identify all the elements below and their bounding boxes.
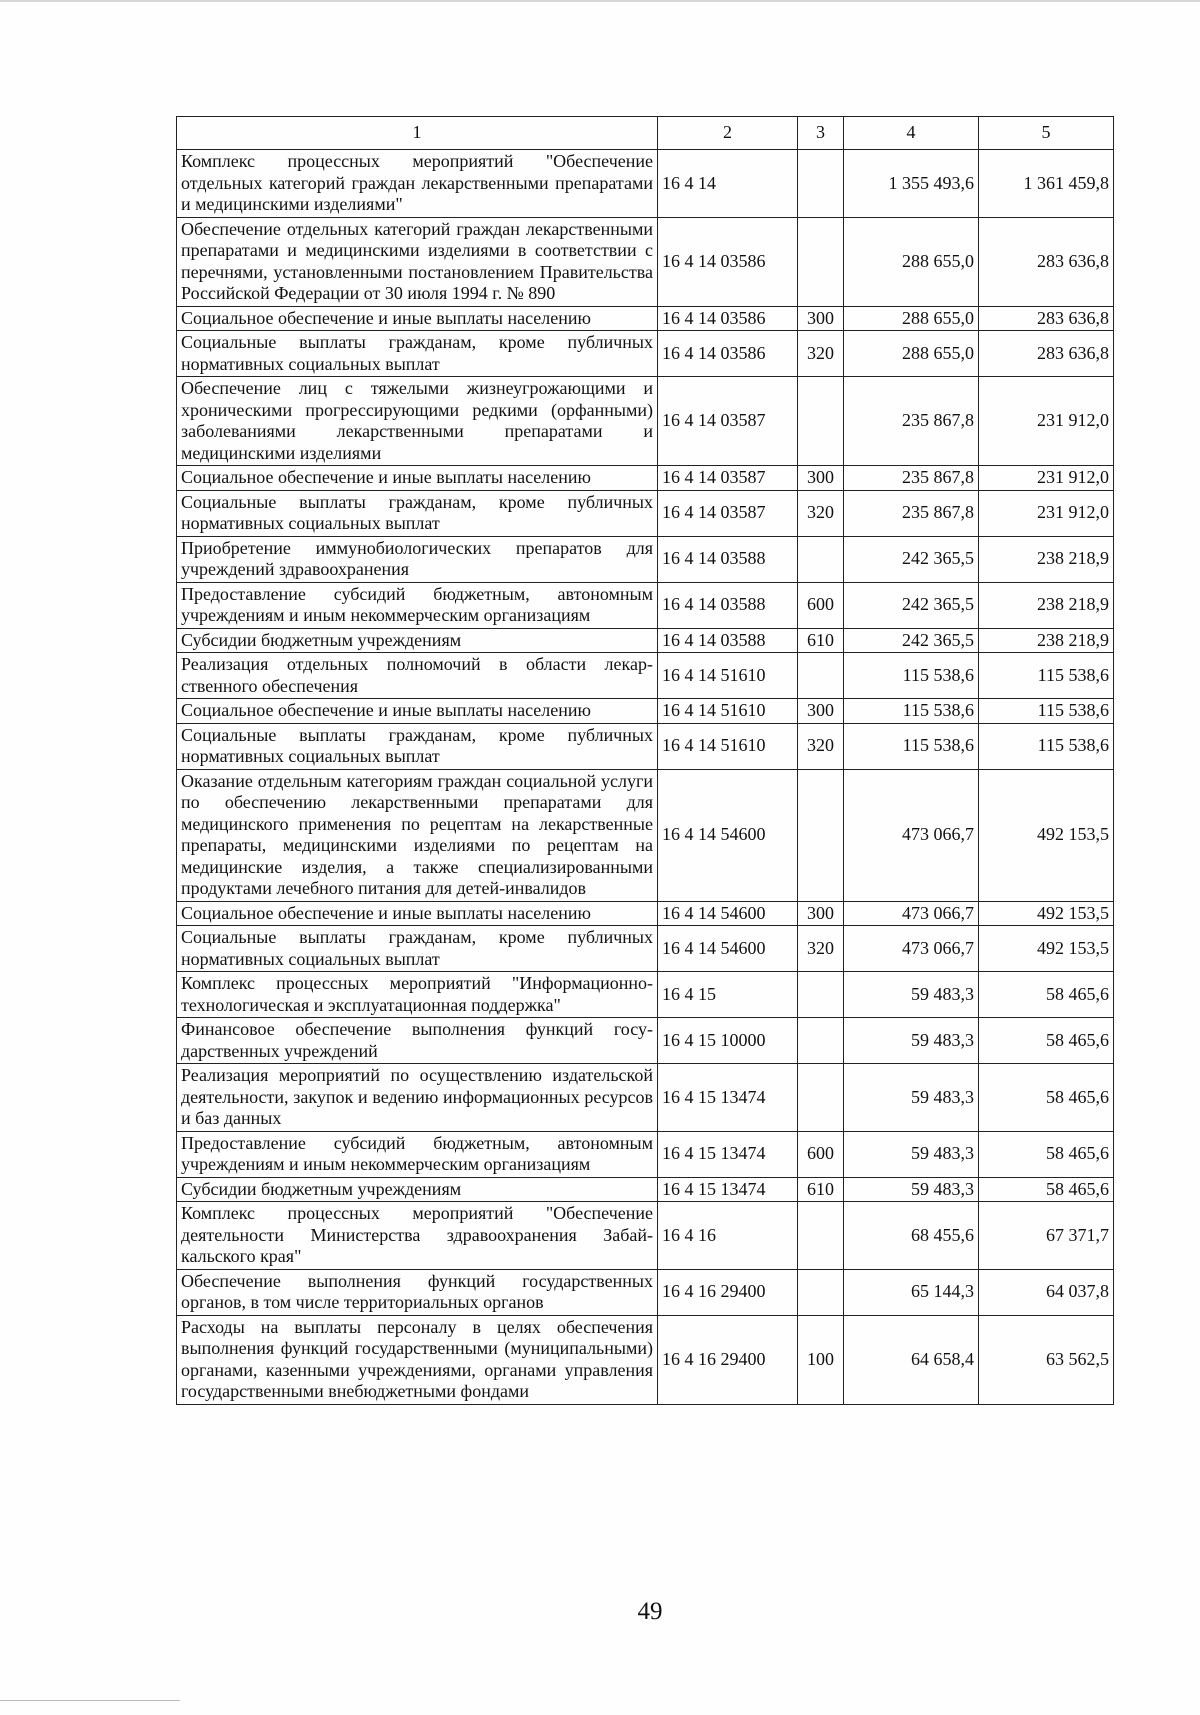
row-amount-col4-cell: 235 867,8	[844, 377, 979, 466]
row-code-cell: 16 4 14 54600	[658, 926, 798, 972]
row-amount-col4-cell: 473 066,7	[844, 901, 979, 926]
row-amount-col5-cell: 492 153,5	[979, 901, 1114, 926]
table-row	[177, 699, 1114, 724]
row-expense-type-cell: 300	[798, 466, 844, 491]
row-expense-type-cell: 300	[798, 901, 844, 926]
row-amount-col5-cell: 238 218,9	[979, 536, 1114, 582]
table-row	[177, 490, 1114, 536]
row-expense-type-cell: 610	[798, 1177, 844, 1202]
table-row	[177, 1269, 1114, 1315]
row-name-cell: Социальное обеспечение и иные выплаты населению	[177, 466, 658, 491]
row-amount-col4-cell: 59 483,3	[844, 1131, 979, 1177]
row-expense-type-cell: 320	[798, 723, 844, 769]
column-header-3: 3	[798, 117, 844, 150]
row-amount-col4-cell: 473 066,7	[844, 926, 979, 972]
row-amount-col5-cell: 283 636,8	[979, 306, 1114, 331]
row-name-cell: Субсидии бюджетным учреждениям	[177, 628, 658, 653]
scan-edge-top	[0, 0, 1200, 2]
row-amount-col4-cell: 235 867,8	[844, 490, 979, 536]
row-amount-col4-cell: 473 066,7	[844, 769, 979, 901]
row-expense-type-cell	[798, 1064, 844, 1132]
row-expense-type-cell	[798, 769, 844, 901]
row-expense-type-cell: 320	[798, 926, 844, 972]
row-name-cell: Оказание отдельным категориям граждан социальной услуги по обеспечению лекарственными препаратами для медицинского применения по рецептам на лекарственные препараты, медицинскими изделиями по рецептам на медицинские изделия, а также специализированными продуктами лечебного питания для детей-инвалидов	[177, 769, 658, 901]
table-row	[177, 628, 1114, 653]
row-code-cell: 16 4 15 13474	[658, 1177, 798, 1202]
row-code-cell: 16 4 14 03587	[658, 377, 798, 466]
row-code-cell: 16 4 14 03586	[658, 306, 798, 331]
row-name-cell: Социальные выплаты гражданам, кроме публичных нормативных социальных выплат	[177, 723, 658, 769]
row-code-cell: 16 4 14 03587	[658, 466, 798, 491]
row-amount-col5-cell: 1 361 459,8	[979, 150, 1114, 218]
table-row	[177, 217, 1114, 306]
row-amount-col4-cell: 235 867,8	[844, 466, 979, 491]
row-amount-col4-cell: 59 483,3	[844, 1018, 979, 1064]
row-expense-type-cell: 610	[798, 628, 844, 653]
row-amount-col5-cell: 63 562,5	[979, 1315, 1114, 1404]
row-amount-col5-cell: 283 636,8	[979, 331, 1114, 377]
row-code-cell: 16 4 14 51610	[658, 653, 798, 699]
row-code-cell: 16 4 16 29400	[658, 1269, 798, 1315]
table-row	[177, 653, 1114, 699]
table-row	[177, 972, 1114, 1018]
table-row	[177, 466, 1114, 491]
row-name-cell: Социальное обеспечение и иные выплаты населению	[177, 901, 658, 926]
row-amount-col5-cell: 238 218,9	[979, 582, 1114, 628]
table-row	[177, 1315, 1114, 1404]
row-name-cell: Социальные выплаты гражданам, кроме публичных нормативных социальных выплат	[177, 490, 658, 536]
header-row	[177, 117, 1114, 150]
row-code-cell: 16 4 15 13474	[658, 1131, 798, 1177]
row-amount-col4-cell: 115 538,6	[844, 723, 979, 769]
column-header-2: 2	[658, 117, 798, 150]
row-name-cell: Реализация мероприятий по осуществлению издательской деятельности, закупок и ведению информационных ресурсов и баз данных	[177, 1064, 658, 1132]
row-amount-col5-cell: 238 218,9	[979, 628, 1114, 653]
table-row	[177, 769, 1114, 901]
row-amount-col5-cell: 115 538,6	[979, 699, 1114, 724]
row-amount-col5-cell: 115 538,6	[979, 653, 1114, 699]
row-amount-col5-cell: 58 465,6	[979, 1018, 1114, 1064]
row-amount-col5-cell: 58 465,6	[979, 972, 1114, 1018]
row-code-cell: 16 4 14 03587	[658, 490, 798, 536]
row-expense-type-cell	[798, 536, 844, 582]
row-amount-col5-cell: 231 912,0	[979, 466, 1114, 491]
column-header-1: 1	[177, 117, 658, 150]
table-row	[177, 377, 1114, 466]
row-expense-type-cell: 100	[798, 1315, 844, 1404]
row-code-cell: 16 4 14	[658, 150, 798, 218]
row-code-cell: 16 4 14 51610	[658, 723, 798, 769]
row-expense-type-cell: 600	[798, 1131, 844, 1177]
row-expense-type-cell	[798, 653, 844, 699]
row-code-cell: 16 4 14 03588	[658, 582, 798, 628]
row-code-cell: 16 4 15 13474	[658, 1064, 798, 1132]
row-amount-col4-cell: 288 655,0	[844, 217, 979, 306]
row-name-cell: Комплекс процессных мероприятий "Информационно-технологическая и эксплуатационная поддержка"	[177, 972, 658, 1018]
row-code-cell: 16 4 16	[658, 1202, 798, 1270]
row-name-cell: Обеспечение выполнения функций государственных органов, в том числе территориальных органов	[177, 1269, 658, 1315]
row-code-cell: 16 4 14 54600	[658, 769, 798, 901]
table-row	[177, 306, 1114, 331]
table-row	[177, 536, 1114, 582]
row-expense-type-cell	[798, 377, 844, 466]
row-code-cell: 16 4 14 54600	[658, 901, 798, 926]
row-name-cell: Предоставление субсидий бюджетным, автономным учреждениям и иным некоммерческим организациям	[177, 1131, 658, 1177]
row-code-cell: 16 4 14 51610	[658, 699, 798, 724]
row-name-cell: Комплекс процессных мероприятий "Обеспечение деятельности Министерства здравоохранения Забайкальского края"	[177, 1202, 658, 1270]
table-row	[177, 1018, 1114, 1064]
row-amount-col5-cell: 231 912,0	[979, 377, 1114, 466]
row-expense-type-cell	[798, 1202, 844, 1270]
row-amount-col4-cell: 68 455,6	[844, 1202, 979, 1270]
row-expense-type-cell: 300	[798, 306, 844, 331]
row-amount-col4-cell: 288 655,0	[844, 306, 979, 331]
row-name-cell: Комплекс процессных мероприятий "Обеспечение отдельных категорий граждан лекарственными препаратами и медицинскими изделиями"	[177, 150, 658, 218]
row-expense-type-cell	[798, 972, 844, 1018]
row-name-cell: Расходы на выплаты персоналу в целях обеспечения выполнения функций государственными (муниципальными) органами, казенными учреждениями, органами управления государственными внебюджетными фондами	[177, 1315, 658, 1404]
row-name-cell: Предоставление субсидий бюджетным, автономным учреждениям и иным некоммерческим организациям	[177, 582, 658, 628]
row-amount-col4-cell: 1 355 493,6	[844, 150, 979, 218]
row-amount-col4-cell: 242 365,5	[844, 536, 979, 582]
row-amount-col4-cell: 288 655,0	[844, 331, 979, 377]
table-row	[177, 926, 1114, 972]
table-row	[177, 901, 1114, 926]
row-name-cell: Приобретение иммунобиологических препаратов для учреждений здравоохранения	[177, 536, 658, 582]
table-body	[177, 150, 1114, 1405]
row-name-cell: Финансовое обеспечение выполнения функций государственных учреждений	[177, 1018, 658, 1064]
row-name-cell: Социальные выплаты гражданам, кроме публичных нормативных социальных выплат	[177, 331, 658, 377]
row-amount-col5-cell: 58 465,6	[979, 1177, 1114, 1202]
page-number: 49	[637, 1598, 663, 1625]
table-row	[177, 1131, 1114, 1177]
row-amount-col4-cell: 64 658,4	[844, 1315, 979, 1404]
row-expense-type-cell: 320	[798, 331, 844, 377]
row-amount-col4-cell: 59 483,3	[844, 1177, 979, 1202]
row-code-cell: 16 4 14 03588	[658, 628, 798, 653]
table-row	[177, 723, 1114, 769]
row-expense-type-cell: 600	[798, 582, 844, 628]
table-row	[177, 582, 1114, 628]
row-amount-col5-cell: 283 636,8	[979, 217, 1114, 306]
row-code-cell: 16 4 14 03588	[658, 536, 798, 582]
row-amount-col5-cell: 492 153,5	[979, 926, 1114, 972]
row-expense-type-cell	[798, 1018, 844, 1064]
row-name-cell: Социальные выплаты гражданам, кроме публичных нормативных социальных выплат	[177, 926, 658, 972]
column-header-4: 4	[844, 117, 979, 150]
row-amount-col5-cell: 58 465,6	[979, 1131, 1114, 1177]
row-amount-col4-cell: 242 365,5	[844, 582, 979, 628]
table-row	[177, 1064, 1114, 1132]
row-code-cell: 16 4 14 03586	[658, 331, 798, 377]
row-amount-col4-cell: 65 144,3	[844, 1269, 979, 1315]
row-amount-col5-cell: 58 465,6	[979, 1064, 1114, 1132]
row-name-cell: Социальное обеспечение и иные выплаты населению	[177, 306, 658, 331]
table-row	[177, 331, 1114, 377]
row-amount-col4-cell: 115 538,6	[844, 653, 979, 699]
row-amount-col5-cell: 64 037,8	[979, 1269, 1114, 1315]
row-code-cell: 16 4 15	[658, 972, 798, 1018]
row-name-cell: Субсидии бюджетным учреждениям	[177, 1177, 658, 1202]
row-name-cell: Обеспечение лиц с тяжелыми жизнеугрожающими и хроническими прогрессирующими редкими (орфанными) заболеваниями лекарственными препаратами и медицинскими изделиями	[177, 377, 658, 466]
row-name-cell: Обеспечение отдельных категорий граждан лекарственными препаратами и медицинскими изделиями в соответствии с перечнями, установленными постановлением Правительства Российской Федерации от 30 июля 1994 г. № 890	[177, 217, 658, 306]
row-expense-type-cell	[798, 217, 844, 306]
row-amount-col4-cell: 115 538,6	[844, 699, 979, 724]
row-amount-col5-cell: 115 538,6	[979, 723, 1114, 769]
row-code-cell: 16 4 14 03586	[658, 217, 798, 306]
row-name-cell: Реализация отдельных полномочий в области лекарственного обеспечения	[177, 653, 658, 699]
table-row	[177, 150, 1114, 218]
table-row	[177, 1202, 1114, 1270]
row-code-cell: 16 4 16 29400	[658, 1315, 798, 1404]
row-amount-col4-cell: 59 483,3	[844, 1064, 979, 1132]
row-amount-col5-cell: 67 371,7	[979, 1202, 1114, 1270]
row-amount-col4-cell: 59 483,3	[844, 972, 979, 1018]
budget-table	[176, 116, 1114, 1405]
row-amount-col5-cell: 231 912,0	[979, 490, 1114, 536]
column-header-5: 5	[979, 117, 1114, 150]
row-code-cell: 16 4 15 10000	[658, 1018, 798, 1064]
row-amount-col4-cell: 242 365,5	[844, 628, 979, 653]
row-name-cell: Социальное обеспечение и иные выплаты населению	[177, 699, 658, 724]
row-expense-type-cell: 300	[798, 699, 844, 724]
row-amount-col5-cell: 492 153,5	[979, 769, 1114, 901]
row-expense-type-cell	[798, 150, 844, 218]
row-expense-type-cell	[798, 1269, 844, 1315]
scan-edge-bottom	[0, 1700, 180, 1701]
table-row	[177, 1177, 1114, 1202]
row-expense-type-cell: 320	[798, 490, 844, 536]
